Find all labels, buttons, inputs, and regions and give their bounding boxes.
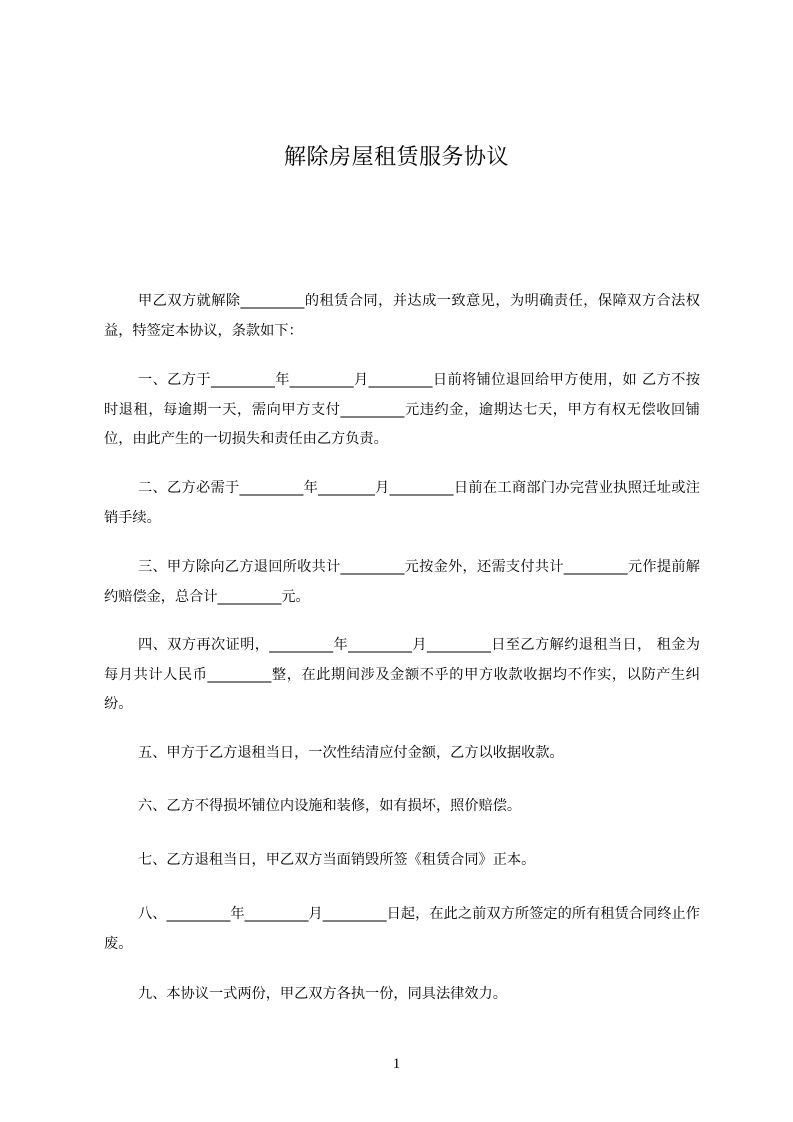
page-number: 1: [392, 1056, 401, 1072]
clause-1: [104, 366, 700, 455]
paragraph-first-line: 三、甲方除向乙方退回所收共计_________元按金外，还需支付共计_________元: [138, 559, 643, 575]
paragraph-first-line: 七、乙方退租当日，甲乙双方当面销毁所签《租赁合同》正本。: [138, 852, 536, 868]
paragraph-rest: 租金为每月共计人民币_________整，在此期间涉及金额不乎的甲方收款收据均不作实，以防产生纠纷。: [104, 637, 700, 712]
paragraph-rest: 照迁址或注销手续。: [104, 480, 700, 526]
clause-3: [104, 553, 700, 612]
paragraph-rest: 方合法权益，特签定本协议，条款如下：: [104, 293, 700, 339]
paragraph-first-line: 五、甲方于乙方退租当日，一次性结清应付金额，乙方以收据收款。: [138, 745, 564, 761]
clause-6: [104, 792, 700, 822]
paragraph-first-line: 二、乙方必需于_________年________月_________日前在工商部门办完营业执: [138, 480, 628, 496]
clause-8: [104, 900, 700, 959]
paragraph-rest: 作提前解约赔偿金，总合计_________元。: [104, 559, 700, 605]
paragraph-first-line: 四、双方再次证明，_________年_________月_________日至乙方解约退租当日，: [138, 637, 652, 653]
paragraph-rest: 乙方不按时退租，每逾期一天，需向甲方支付_________元违约金，逾期达七天，甲方有权无偿收回铺位，由此产生的一切损失和责任由乙方负责。: [104, 372, 700, 447]
clause-7: [104, 846, 700, 876]
paragraph-first-line: 九、本协议一式两份，甲乙双方各执一份，同具法律效力。: [138, 986, 507, 1002]
paragraph-first-line: 六、乙方不得损坏铺位内设施和装修，如有损坏，照价赔偿。: [138, 798, 522, 814]
paragraph-first-line: 一、乙方于_________年_________月_________日前将铺位退回给甲方使用，如: [138, 372, 638, 388]
clause-5: [104, 739, 700, 769]
clause-9: [104, 980, 700, 1010]
clause-4: [104, 631, 700, 720]
paragraph-rest: 合同终止作废。: [104, 906, 700, 952]
paragraph-intro: [104, 287, 700, 346]
clause-2: [104, 474, 700, 533]
paragraph-first-line: 八、_________年_________月_________日起，在此之前双方所签定的所有租赁: [138, 906, 629, 922]
paragraph-first-line: 甲乙双方就解除_________的租赁合同，并达成一致意见，为明确责任，保障双: [138, 293, 642, 309]
document-title: 解除房屋租赁服务协议: [283, 145, 509, 170]
